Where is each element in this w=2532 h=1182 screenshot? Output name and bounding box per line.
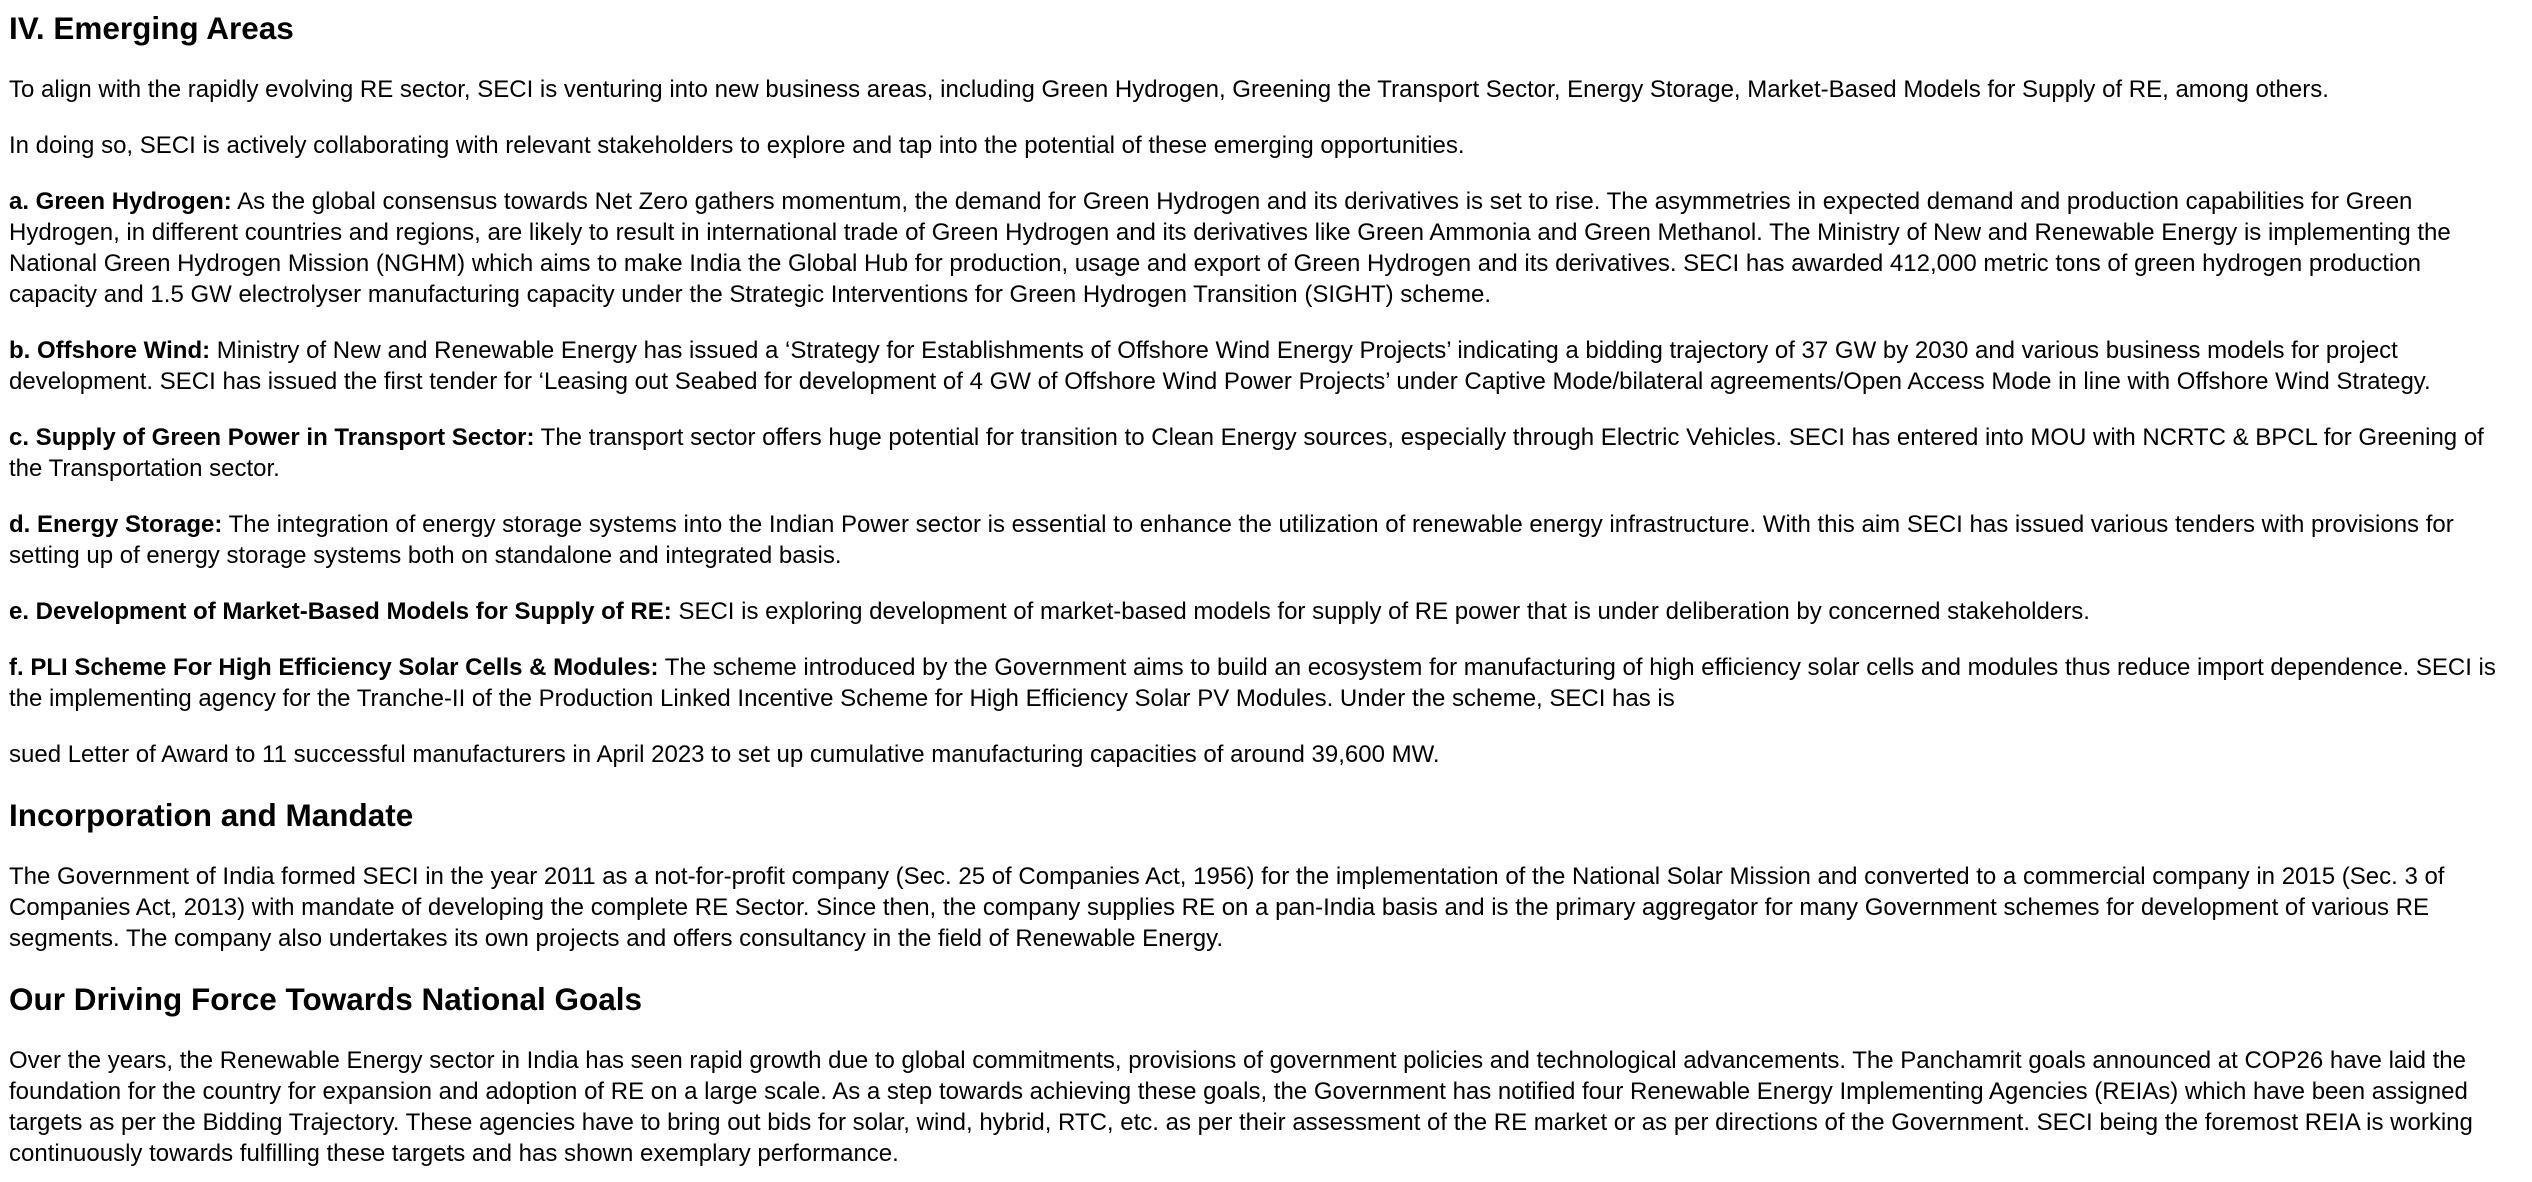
item-text-green-hydrogen: As the global consensus towards Net Zero gathers momentum, the demand for Green Hydrogen and its derivatives is set to rise. The asymmetries in expected demand and production capabilities for Green Hydrogen, in different countries and regions, are likely to result in international trade of Green Hydrogen and its derivatives like Green Ammonia and Green Methanol. The Ministry of New and Renewable Energy is implementing the National Green Hydrogen Mission (NGHM) which aims to make India the Global Hub for production, usage and export of Green Hydrogen and its derivatives. SECI has awarded 412,000 metric tons of green hydrogen production capacity and 1.5 GW electrolyser manufacturing capacity under the Strategic Interventions for Green Hydrogen Transition (SIGHT) scheme. — [9, 188, 2451, 308]
item-label-energy-storage: d. Energy Storage: — [9, 511, 223, 538]
incorporation-paragraph: The Government of India formed SECI in the year 2011 as a not-for-profit company (Sec. 25 of Companies Act, 1956) for the implementation of the National Solar Mission and converted to a commercial company in 2015 (Sec. 3 of Companies Act, 2013) with mandate of developing the complete RE Sector. Since then, the company supplies RE on a pan-India basis and is the primary aggregator for many Government schemes for development of various RE segments. The company also undertakes its own projects and offers consultancy in the field of Renewable Energy. — [9, 863, 2445, 952]
section-heading-incorporation-mandate: Incorporation and Mandate — [9, 797, 414, 833]
driving-force-paragraph: Over the years, the Renewable Energy sector in India has seen rapid growth due to global commitments, provisions of government policies and technological advancements. The Panchamrit goals announced at COP26 have laid the foundation for the country for expansion and adoption of RE on a large scale. As a step towards achieving these goals, the Government has notified four Renewable Energy Implementing Agencies (REIAs) which have been assigned targets as per the Bidding Trajectory. These agencies have to bring out bids for solar, wind, hybrid, RTC, etc. as per their assessment of the RE market or as per directions of the Government. SECI being the foremost REIA is working continuously towards fulfilling these targets and has shown exemplary performance. — [9, 1047, 2473, 1167]
item-text-energy-storage: The integration of energy storage systems into the Indian Power sector is essential to enhance the utilization of renewable energy infrastructure. With this aim SECI has issued various tenders with provisions for setting up of energy storage systems both on standalone and integrated basis. — [9, 511, 2454, 569]
emerging-item-green-hydrogen — [9, 186, 2506, 310]
item-text-offshore-wind: Ministry of New and Renewable Energy has issued a ‘Strategy for Establishments of Offshore Wind Energy Projects’ indicating a bidding trajectory of 37 GW by 2030 and various business models for project development. SECI has issued the first tender for ‘Leasing out Seabed for development of 4 GW of Offshore Wind Power Projects’ under Captive Mode/bilateral agreements/Open Access Mode in line with Offshore Wind Strategy. — [9, 337, 2431, 395]
intro-paragraph-2: In doing so, SECI is actively collaborating with relevant stakeholders to explore and tap into the potential of these emerging opportunities. — [9, 132, 1465, 159]
emerging-item-energy-storage — [9, 509, 2506, 571]
intro-paragraph-1: To align with the rapidly evolving RE sector, SECI is venturing into new business areas, including Green Hydrogen, Greening the Transport Sector, Energy Storage, Market-Based Models for Supply of RE, among others. — [9, 76, 2329, 103]
item-label-offshore-wind: b. Offshore Wind: — [9, 337, 211, 364]
item-label-green-hydrogen: a. Green Hydrogen: — [9, 188, 232, 215]
emerging-item-market-based-models — [9, 596, 2506, 627]
item-label-market-based-models: e. Development of Market-Based Models for Supply of RE: — [9, 598, 672, 625]
emerging-item-green-power-transport — [9, 422, 2506, 484]
item-text-pli-scheme: The scheme introduced by the Government aims to build an ecosystem for manufacturing of high efficiency solar cells and modules thus reduce import dependence. SECI is the implementing agency for the Tranche-II of the Production Linked Incentive Scheme for High Efficiency Solar PV Modules. Under the scheme, SECI has is — [9, 654, 2496, 712]
pli-continuation-paragraph: sued Letter of Award to 11 successful manufacturers in April 2023 to set up cumulative manufacturing capacities of around 39,600 MW. — [9, 741, 1440, 768]
emerging-item-pli-scheme — [9, 652, 2506, 714]
emerging-item-offshore-wind — [9, 335, 2506, 397]
section-heading-emerging-areas: IV. Emerging Areas — [9, 10, 294, 46]
item-text-green-power-transport: The transport sector offers huge potential for transition to Clean Energy sources, especially through Electric Vehicles. SECI has entered into MOU with NCRTC & BPCL for Greening of the Transportation sector. — [9, 424, 2484, 482]
item-text-market-based-models: SECI is exploring development of market-based models for supply of RE power that is under deliberation by concerned stakeholders. — [678, 598, 2090, 625]
item-label-green-power-transport: c. Supply of Green Power in Transport Sector: — [9, 424, 535, 451]
item-label-pli-scheme: f. PLI Scheme For High Efficiency Solar Cells & Modules: — [9, 654, 659, 681]
section-heading-driving-force: Our Driving Force Towards National Goals — [9, 981, 643, 1017]
